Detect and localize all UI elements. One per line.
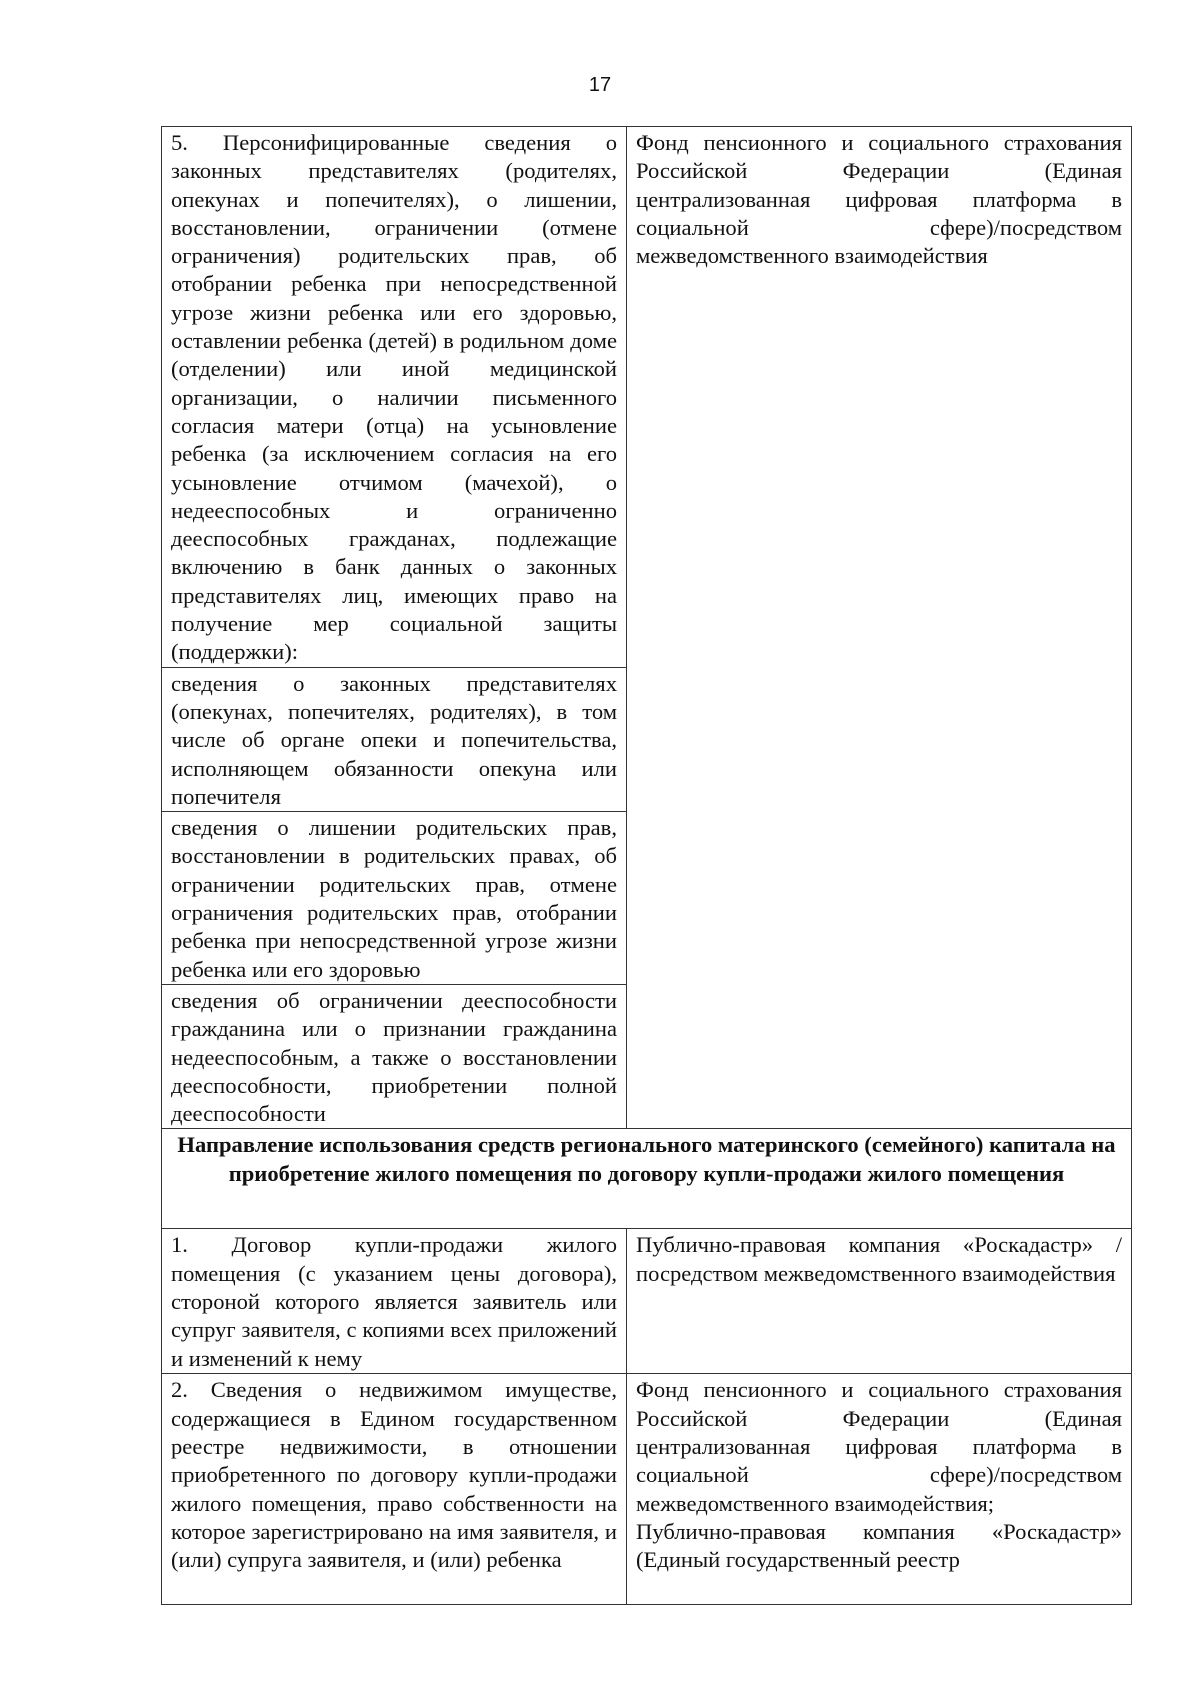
table-cell-item-2: 2. Сведения о недвижимом имуществе, содержащиеся в Едином государственном реестре недвижимости, в отношении приобретенного по договору купли-продажи жилого помещения, право собственности на которое зарегистрировано на имя заявителя, и (или) супруга заявителя, и (или) ребенка xyxy=(162,1374,627,1605)
table-cell-item-1: 1. Договор купли-продажи жилого помещения (с указанием цены договора), стороной которого является заявитель или супруг заявителя, с копиями всех приложений и изменений к нему xyxy=(162,1229,627,1374)
table-row xyxy=(162,127,1132,668)
table-cell-item-5: 5. Персонифицированные сведения о законных представителях (родителях, опекунах и попечителях), о лишении, восстановлении, ограничении (отмене ограничения) родительских прав, об отобрании ребенка при непосредственной угрозе жизни ребенка или его здоровью, оставлении ребенка (детей) в родильном доме (отделении) или иной медицинской организации, о наличии письменного согласия матери (отца) на усыновление ребенка (за исключением согласия на его усыновление отчимом (мачехой), о недееспособных и ограниченно дееспособных гражданах, подлежащие включению в банк данных о законных представителях лиц, имеющих право на получение мер социальной защиты (поддержки): xyxy=(162,127,627,668)
section-heading: Направление использования средств регионального материнского (семейного) капитала на приобретение жилого помещения по договору купли-продажи жилого помещения xyxy=(162,1129,1132,1229)
table-cell-subitem: сведения о лишении родительских прав, восстановлении в родительских правах, об ограничении родительских прав, отмене ограничения родительских прав, отобрании ребенка при непосредственной угрозе жизни ребенка или его здоровью xyxy=(162,812,627,985)
provider-text-1: Фонд пенсионного и социального страхования Российской Федерации (Единая централизованная цифровая платформа в социальной сфере)/посредством межведомственного взаимодействия; xyxy=(636,1377,1122,1516)
table-cell-subitem: сведения об ограничении дееспособности гражданина или о признании гражданина недееспособным, а также о восстановлении дееспособности, приобретении полной дееспособности xyxy=(162,984,627,1128)
table-row xyxy=(162,1374,1132,1605)
table-row xyxy=(162,1129,1132,1229)
table-cell-provider: Публично-правовая компания «Роскадастр» /посредством межведомственного взаимодействия xyxy=(627,1229,1132,1374)
table-cell-subitem: сведения о законных представителях (опекунах, попечителях, родителях), в том числе об органе опеки и попечительства, исполняющем обязанности опекуна или попечителя xyxy=(162,667,627,811)
provider-text-2: Публично-правовая компания «Роскадастр» (Единый государственный реестр xyxy=(636,1518,1122,1573)
table-cell-provider: Фонд пенсионного и социального страхования Российской Федерации (Единая централизованная цифровая платформа в социальной сфере)/посредством межведомственного взаимодействия xyxy=(627,127,1132,1129)
page-number: 17 xyxy=(588,74,612,96)
table-cell-provider xyxy=(627,1374,1132,1605)
document-table xyxy=(161,126,1132,1605)
table-row xyxy=(162,1229,1132,1374)
